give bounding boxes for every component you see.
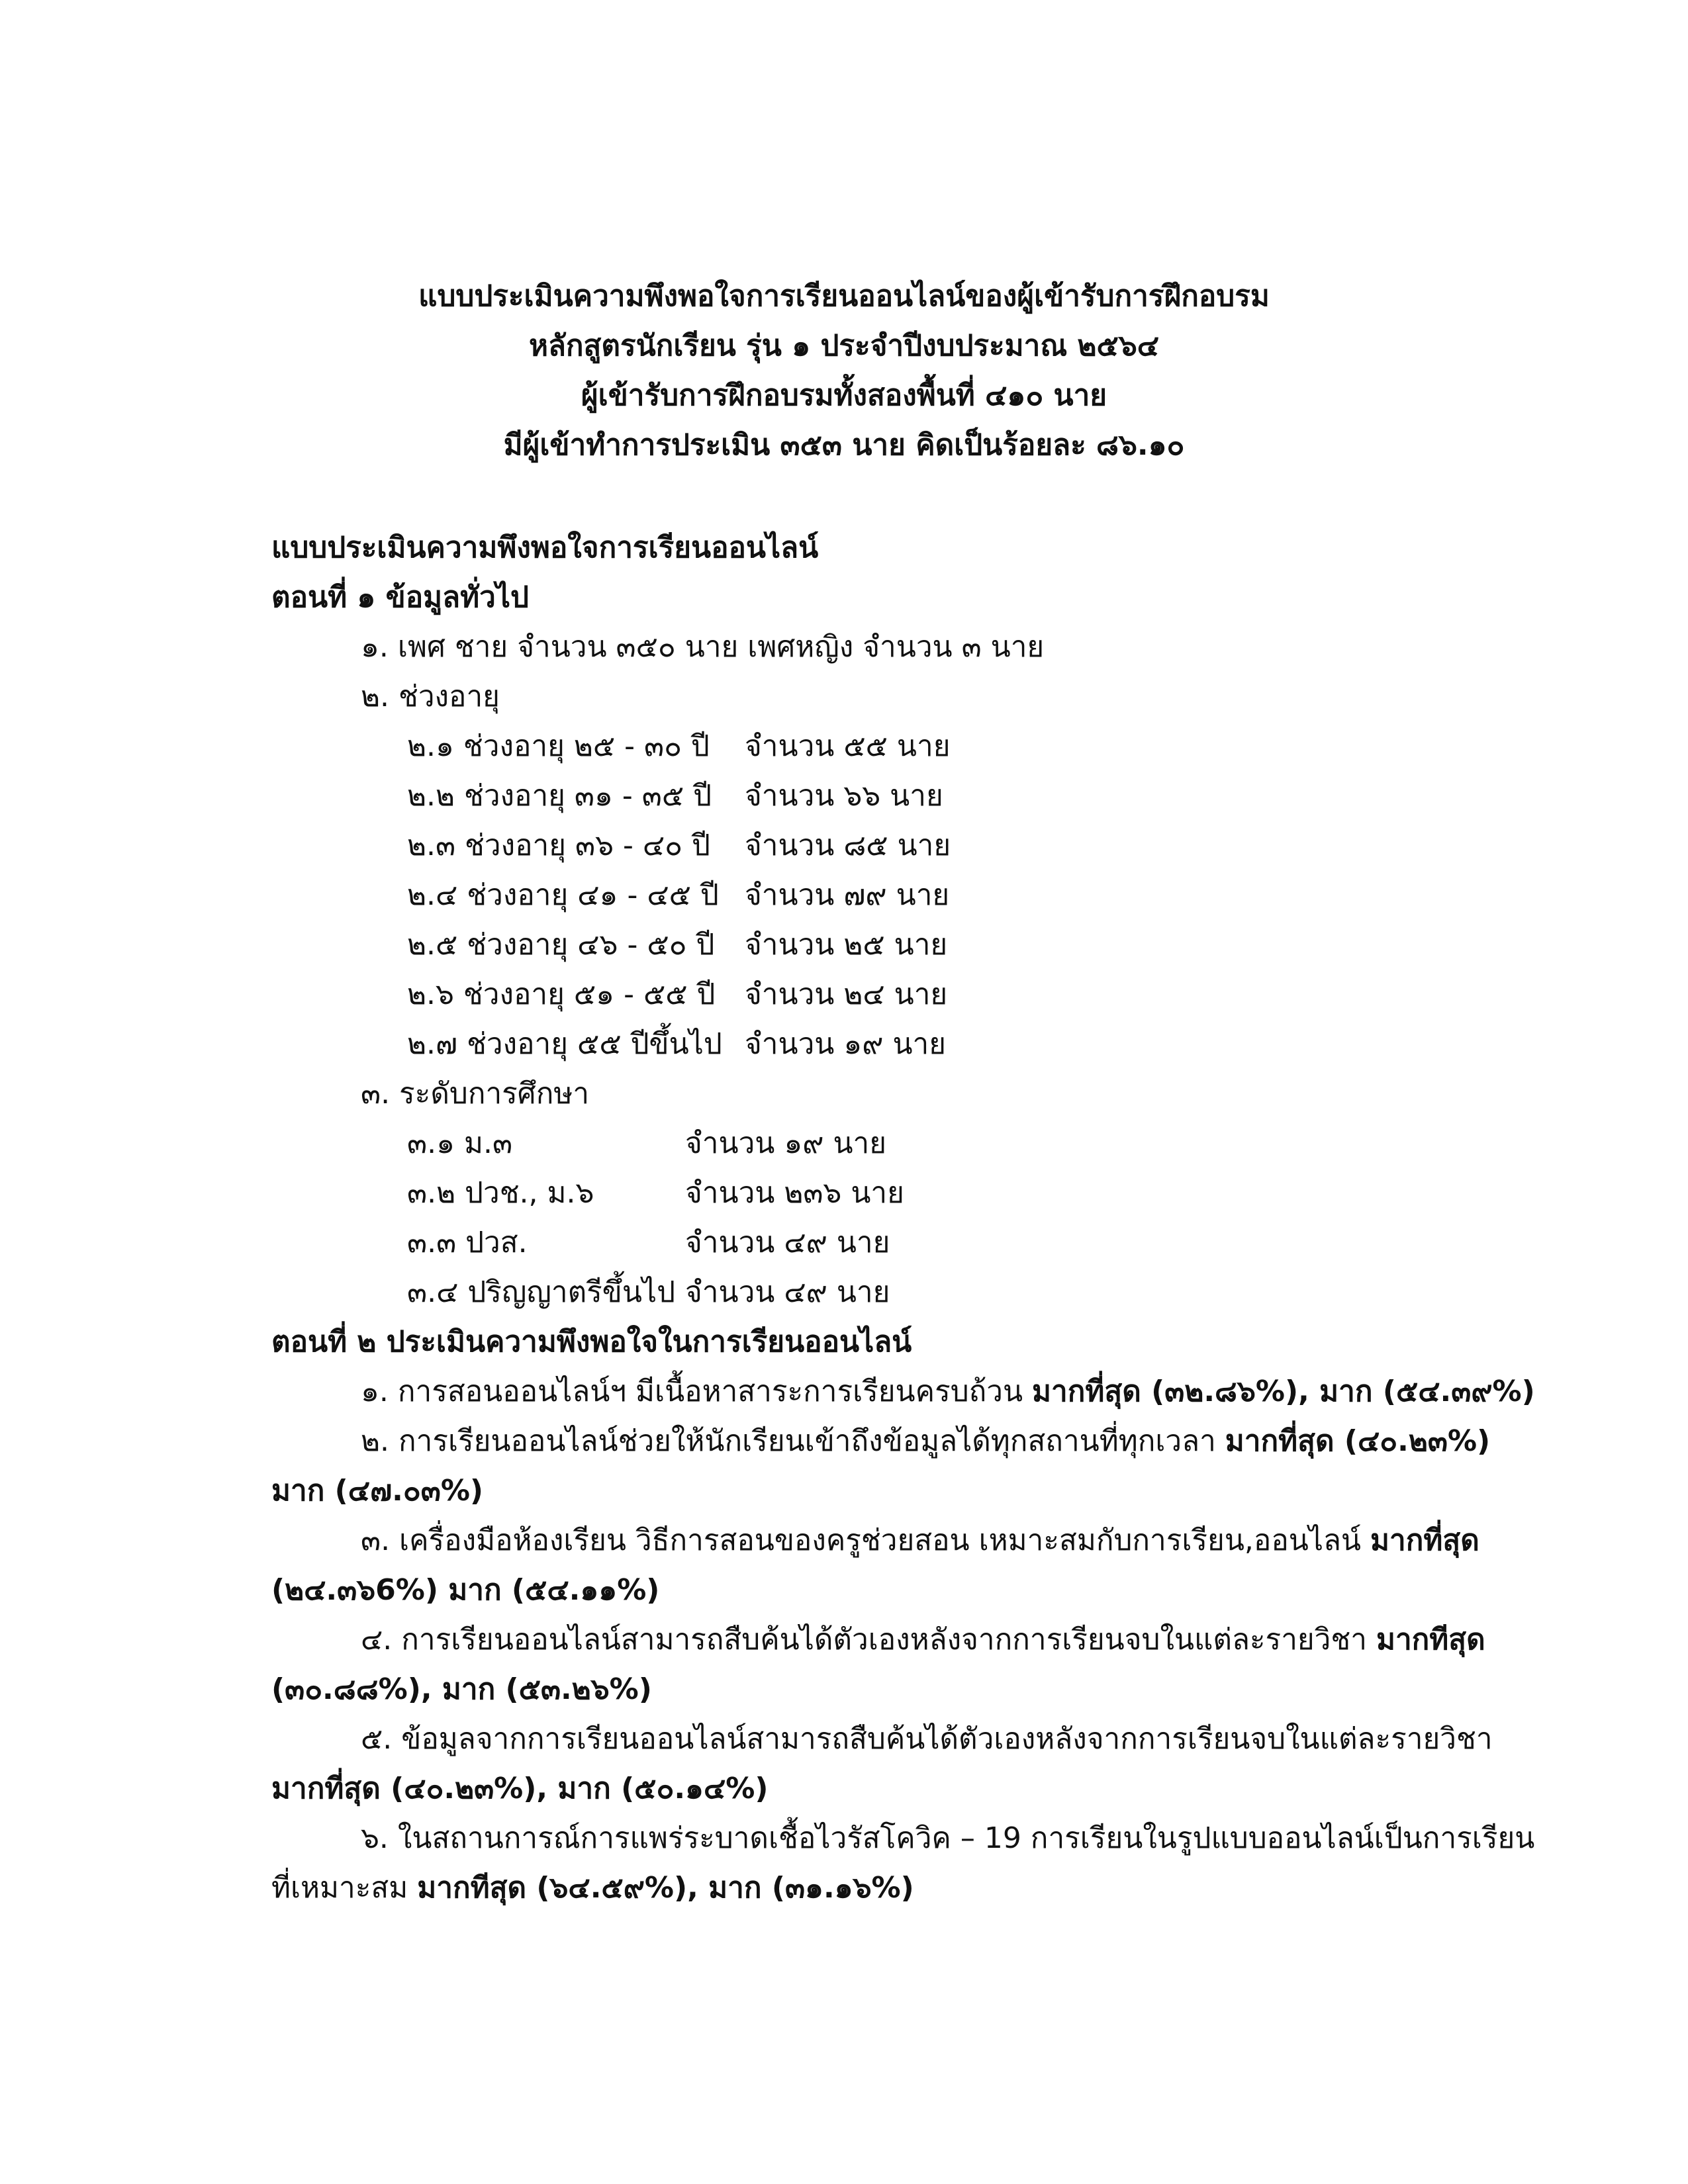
age-row — [271, 1019, 1476, 1069]
age-count: จำนวน ๘๕ นาย — [745, 829, 951, 862]
item-text: ๓. เครื่องมือห้องเรียน วิธีการสอนของครูช่วยสอน เหมาะสมกับการเรียน,ออนไลน์ — [361, 1524, 1370, 1557]
part1-heading: ตอนที่ ๑ ข้อมูลทั่วไป — [271, 580, 529, 614]
age-count: จำนวน ๕๕ นาย — [745, 729, 951, 763]
education-count: จำนวน ๔๙ นาย — [685, 1275, 890, 1309]
item-text: ๑. การสอนออนไลน์ฯ มีเนื้อหาสาระการเรียนครบถ้วน — [361, 1375, 1033, 1408]
evaluation-item-5: ๕. ข้อมูลจากการเรียนออนไลน์สามารถสืบค้นได้ตัวเองหลังจากการเรียนจบในแต่ละรายวิชา — [361, 1722, 1493, 1756]
age-label: ๒.๔ ช่วงอายุ ๔๑ - ๔๕ ปี — [407, 878, 719, 912]
education-count: จำนวน ๒๓๖ นาย — [685, 1176, 904, 1210]
education-row — [271, 1267, 1476, 1317]
age-label: ๒.๕ ช่วงอายุ ๔๖ - ๕๐ ปี — [407, 928, 715, 962]
education-label: ๓.๓ ปวส. — [407, 1226, 528, 1259]
form-heading: แบบประเมินความพึงพอใจการเรียนออนไลน์ — [271, 531, 819, 565]
education-label: ๓.๑ ม.๓ — [407, 1126, 513, 1160]
item-result: มากที่สุด (๔๐.๒๓%) — [1225, 1424, 1491, 1458]
age-row — [271, 870, 1476, 920]
evaluation-item-6: ๖. ในสถานการณ์การแพร่ระบาดเชื้อไวรัสโควิค – 19 การเรียนในรูปแบบออนไลน์เป็นการเรียน — [361, 1821, 1535, 1855]
title-line-4: มีผู้เข้าทำการประเมิน ๓๕๓ นาย คิดเป็นร้อยละ ๘๖.๑๐ — [503, 428, 1185, 462]
evaluation-item-4 — [271, 1615, 1485, 1664]
age-label: ๒.๗ ช่วงอายุ ๕๕ ปีขึ้นไป — [407, 1027, 722, 1061]
title-line-3: ผู้เข้ารับการฝึกอบรมทั้งสองพื้นที่ ๔๑๐ นาย — [581, 379, 1107, 412]
education-label: ๓.๒ ปวช., ม.๖ — [407, 1176, 594, 1210]
age-label: ๒.๓ ช่วงอายุ ๓๖ - ๔๐ ปี — [407, 829, 710, 862]
item-result: มากที่สุด (๓๒.๘๖%), มาก (๕๔.๓๙%) — [1032, 1375, 1535, 1408]
item-result: มากทีสุด (๖๔.๕๙%), มาก (๓๑.๑๖%) — [417, 1871, 914, 1905]
evaluation-item-3-cont: (๒๔.๓๖6%) มาก (๕๔.๑๑%) — [271, 1573, 660, 1607]
age-count: จำนวน ๒๔ นาย — [745, 978, 948, 1011]
age-label: ๒.๒ ช่วงอายุ ๓๑ - ๓๕ ปี — [407, 779, 712, 813]
age-label: ๒.๑ ช่วงอายุ ๒๕ - ๓๐ ปี — [407, 729, 710, 763]
age-count: จำนวน ๒๕ นาย — [745, 928, 948, 962]
age-row — [271, 970, 1476, 1019]
age-row — [271, 920, 1476, 970]
education-row — [271, 1168, 1476, 1218]
item-text: ที่เหมาะสม — [271, 1871, 418, 1905]
age-row — [271, 771, 1476, 821]
age-heading: ๒. ช่วงอายุ — [361, 680, 500, 713]
age-count: จำนวน ๑๙ นาย — [745, 1027, 947, 1061]
education-row — [271, 1118, 1476, 1168]
part2-heading: ตอนที่ ๒ ประเมินความพึงพอใจในการเรียนออนไลน์ — [271, 1325, 912, 1359]
age-count: จำนวน ๗๙ นาย — [745, 878, 950, 912]
item-text: ๔. การเรียนออนไลน์สามารถสืบค้นได้ตัวเองหลังจากการเรียนจบในแต่ละรายวิชา — [361, 1623, 1376, 1657]
education-count: จำนวน ๑๙ นาย — [685, 1126, 887, 1160]
evaluation-item-5-cont: มากที่สุด (๔๐.๒๓%), มาก (๕๐.๑๔%) — [271, 1772, 769, 1805]
education-label: ๓.๔ ปริญญาตรีขึ้นไป — [407, 1275, 676, 1309]
education-row — [271, 1218, 1476, 1267]
item-text: ๒. การเรียนออนไลน์ช่วยให้นักเรียนเข้าถึงข้อมูลได้ทุกสถานที่ทุกเวลา — [361, 1424, 1225, 1458]
evaluation-item-2 — [271, 1416, 1491, 1466]
item-result: มากทีสุด — [1376, 1623, 1485, 1657]
evaluation-item-6-cont — [271, 1863, 1476, 1913]
evaluation-item-4-cont: (๓๐.๘๘%), มาก (๕๓.๒๖%) — [271, 1672, 652, 1706]
item-result: มากที่สุด — [1370, 1524, 1479, 1557]
evaluation-item-2-cont: มาก (๔๗.๐๓%) — [271, 1474, 484, 1508]
age-row — [271, 721, 1476, 771]
gender-line: ๑. เพศ ชาย จำนวน ๓๕๐ นาย เพศหญิง จำนวน ๓ นาย — [361, 630, 1045, 664]
document-body — [271, 523, 1535, 1913]
age-row — [271, 821, 1476, 870]
document-title — [0, 271, 1688, 470]
evaluation-item-3 — [271, 1516, 1479, 1565]
evaluation-item-1 — [271, 1367, 1535, 1416]
age-label: ๒.๖ ช่วงอายุ ๕๑ - ๕๕ ปี — [407, 978, 716, 1011]
title-line-1: แบบประเมินความพึงพอใจการเรียนออนไลน์ของผู้เข้ารับการฝึกอบรม — [418, 279, 1270, 313]
education-heading: ๓. ระดับการศึกษา — [361, 1077, 590, 1111]
education-count: จำนวน ๔๙ นาย — [685, 1226, 890, 1259]
age-count: จำนวน ๖๖ นาย — [745, 779, 943, 813]
title-line-2: หลักสูตรนักเรียน รุ่น ๑ ประจำปีงบประมาณ ๒๕๖๔ — [528, 329, 1160, 363]
